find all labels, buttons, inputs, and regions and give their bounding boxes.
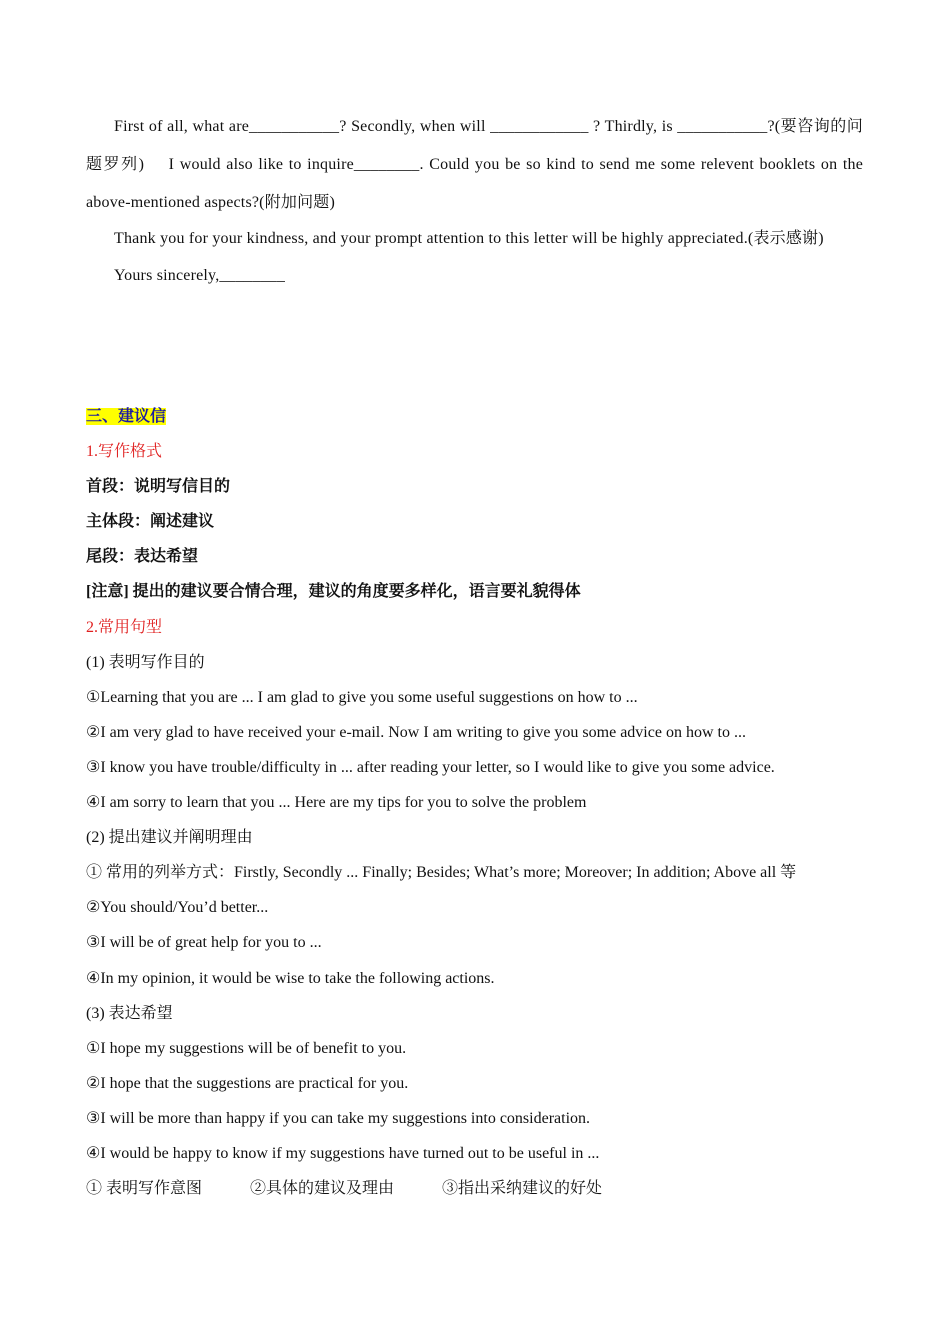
pattern-sentence: ②You should/You’d better... xyxy=(86,899,269,917)
pattern-sentence: ①I hope my suggestions will be of benefit to you. xyxy=(86,1039,407,1057)
pattern-sentence: ②I hope that the suggestions are practical for you. xyxy=(86,1074,409,1092)
summary-item: ③指出采纳建议的好处 xyxy=(442,1180,603,1198)
format-note: [注意] 提出的建议要合情合理，建议的角度要多样化，语言要礼貌得体 xyxy=(86,583,581,601)
suggestion-letter-section xyxy=(86,399,886,1206)
pattern-sentence: ③I will be more than happy if you can take my suggestions into consideration. xyxy=(86,1109,591,1127)
pattern-sentence: ④I am sorry to learn that you ... Here are my tips for you to solve the problem xyxy=(86,794,587,812)
subheading-hope: (3) 表达希望 xyxy=(86,1004,173,1022)
format-item: 尾段：表达希望 xyxy=(86,548,199,566)
pattern-sentence: ③I will be of great help for you to ... xyxy=(86,934,322,952)
pattern-sentence: ③I know you have trouble/difficulty in ... after reading your letter, so I would like to give you some advice. xyxy=(86,758,775,776)
summary-item: ②具体的建议及理由 xyxy=(250,1180,395,1198)
pattern-sentence: ① 常用的列举方式：Firstly, Secondly ... Finally; Besides; What’s more; Moreover; In addition; Above all 等 xyxy=(86,864,797,882)
paragraph-signoff: Yours sincerely,________ xyxy=(114,267,286,284)
format-item: 主体段：阐述建议 xyxy=(86,513,215,531)
subheading-suggestions: (2) 提出建议并阐明理由 xyxy=(86,829,253,847)
summary-item: ① 表明写作意图 xyxy=(86,1180,203,1198)
pattern-sentence: ④I would be happy to know if my suggestions have turned out to be useful in ... xyxy=(86,1144,600,1162)
pattern-sentence: ②I am very glad to have received your e-mail. Now I am writing to give you some advice on how to ... xyxy=(86,723,746,741)
pattern-sentence: ④In my opinion, it would be wise to take the following actions. xyxy=(86,969,495,987)
letter-template-body xyxy=(86,108,863,294)
pattern-sentence: ①Learning that you are ... I am glad to give you some useful suggestions on how to ... xyxy=(86,688,638,706)
section-heading: 三、建议信 xyxy=(86,408,167,425)
subheading-purpose: (1) 表明写作目的 xyxy=(86,653,205,671)
format-title: 1.写作格式 xyxy=(86,443,163,461)
patterns-title: 2.常用句型 xyxy=(86,618,163,636)
paragraph-questions: First of all, what are___________? Secondly, when will ____________ ? Thirdly, is ___________?(要咨询的问题罗列) I would also like to inquire________. Could you be so kind to send me some relevent booklets on the above-mentioned aspects?(附加问题) xyxy=(86,118,863,211)
format-item: 首段：说明写信目的 xyxy=(86,478,231,496)
paragraph-thanks: Thank you for your kindness, and your prompt attention to this letter will be highly appreciated.(表示感谢) xyxy=(114,230,824,247)
section-heading-line xyxy=(86,399,886,434)
summary-line xyxy=(86,1171,886,1206)
